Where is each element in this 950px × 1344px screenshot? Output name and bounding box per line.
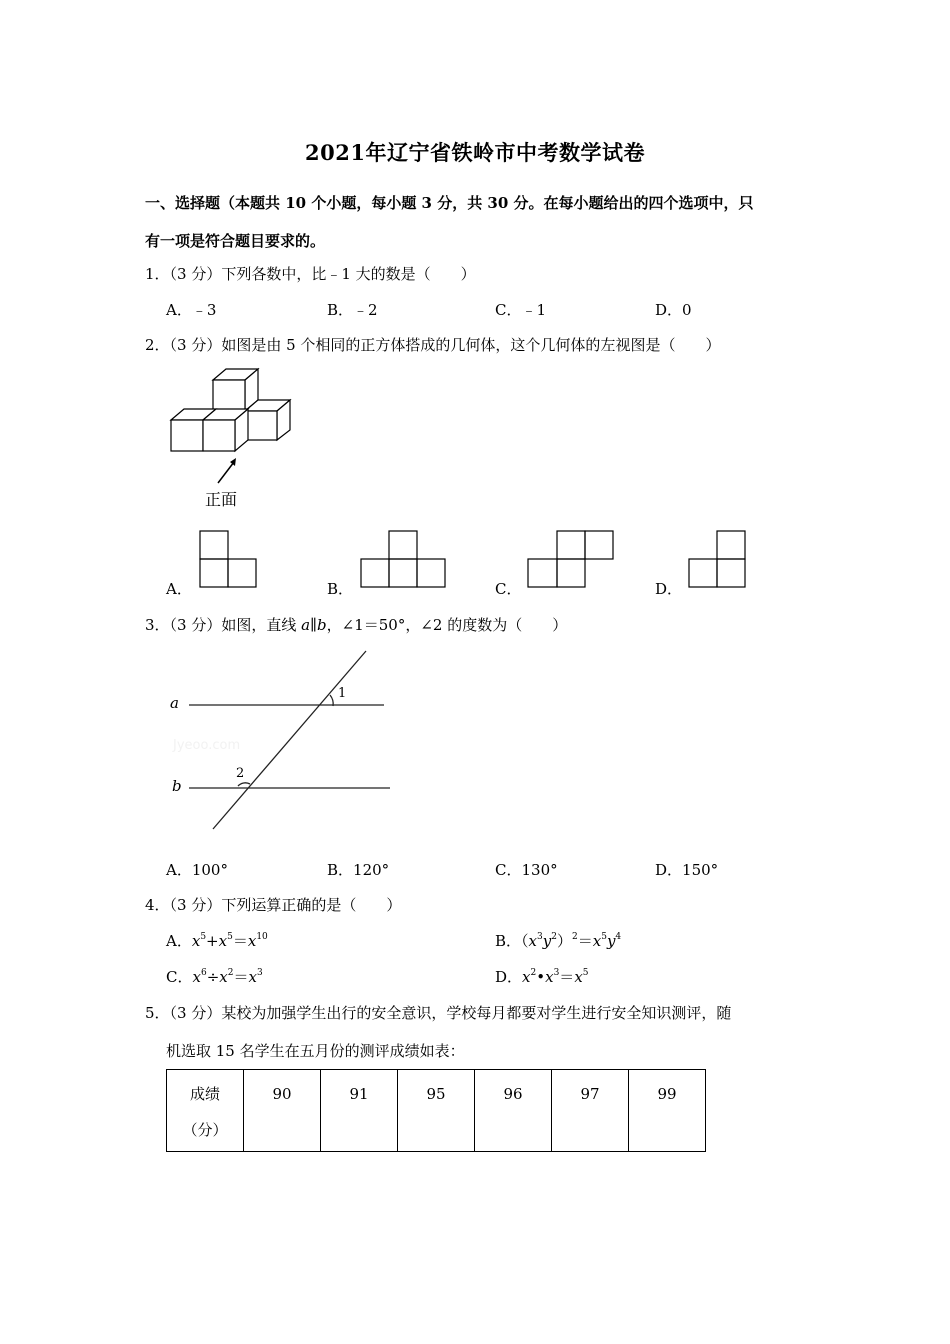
question-2-option-c: C． — [495, 580, 522, 598]
question-2-option-d: D． — [655, 580, 683, 598]
question-3-option-d: D．150° — [655, 861, 719, 879]
question-4-option-b: B．$(x^3y^2)^2=x^5y^4$ — [495, 932, 622, 950]
table-cell: 95 — [398, 1070, 475, 1152]
question-5-line2: 机选取 15 名学生在五月份的测评成绩如表： — [166, 1042, 465, 1060]
front-view-label: 正面 — [205, 490, 238, 509]
question-4-option-c: C．$x^6\div x^2=x^3$ — [166, 968, 263, 986]
question-1-option-b: B．﹣2 — [327, 301, 378, 319]
watermark: Jyeoo.com — [173, 738, 241, 753]
question-2-option-a: A． — [166, 580, 192, 598]
table-cell: 90 — [244, 1070, 321, 1152]
table-header-cell — [167, 1070, 244, 1152]
table-cell: 97 — [552, 1070, 629, 1152]
question-5-line1: 5．（3 分）某校为加强学生出行的安全意识，学校每月都要对学生进行安全知识测评，随 — [145, 1004, 732, 1022]
question-1-option-d: D．0 — [655, 301, 692, 319]
parallel-symbol: ∥ — [310, 616, 318, 634]
question-3-option-c: C．130° — [495, 861, 558, 879]
question-4-letter-c: C． — [166, 968, 193, 986]
table-header-line2: （分） — [182, 1121, 228, 1139]
question-2-option-b: B． — [327, 580, 354, 598]
line-label-a: a — [170, 694, 179, 712]
question-3-stem-pre: 3．（3 分）如图，直线 — [145, 616, 302, 634]
question-4-letter-a: A． — [166, 932, 192, 950]
question-4-letter-d: D． — [495, 968, 523, 986]
question-4-stem: 4．（3 分）下列运算正确的是（ ） — [145, 896, 402, 914]
question-4-letter-b: B． — [495, 932, 522, 950]
table-header-line1: 成绩 — [189, 1085, 220, 1103]
section-heading-line2: 有一项是符合题目要求的。 — [145, 232, 326, 250]
angle-label-1: 1 — [338, 686, 347, 701]
question-3-stem-post: ，∠1＝50°，∠2 的度数为（ ） — [326, 616, 568, 634]
question-3-option-a: A．100° — [166, 861, 228, 879]
angle-label-2: 2 — [236, 766, 245, 781]
var-b: b — [317, 616, 327, 634]
question-4-option-d: D．$x^2•x^3=x^5$ — [495, 968, 589, 986]
page-title: 2021年辽宁省铁岭市中考数学试卷 — [305, 140, 645, 165]
line-label-b: b — [172, 777, 182, 795]
table-cell: 96 — [475, 1070, 552, 1152]
table-cell: 99 — [629, 1070, 706, 1152]
question-2-stem: 2．（3 分）如图是由 5 个相同的正方体搭成的几何体，这个几何体的左视图是（ ） — [145, 336, 721, 354]
score-table — [166, 1069, 706, 1152]
table-row — [167, 1070, 706, 1152]
question-3-option-b: B．120° — [327, 861, 390, 879]
question-1-option-c: C．﹣1 — [495, 301, 547, 319]
var-a: a — [301, 616, 311, 634]
section-heading-line1: 一、选择题（本题共 10 个小题，每小题 3 分，共 30 分。在每小题给出的四个选项中，只 — [145, 194, 754, 212]
question-1-stem: 1．（3 分）下列各数中，比﹣1 大的数是（ ） — [145, 265, 476, 283]
table-cell: 91 — [321, 1070, 398, 1152]
question-4-option-a: A．$x^5+x^5=x^{10}$ — [166, 932, 268, 950]
question-1-option-a: A．﹣3 — [166, 301, 217, 319]
